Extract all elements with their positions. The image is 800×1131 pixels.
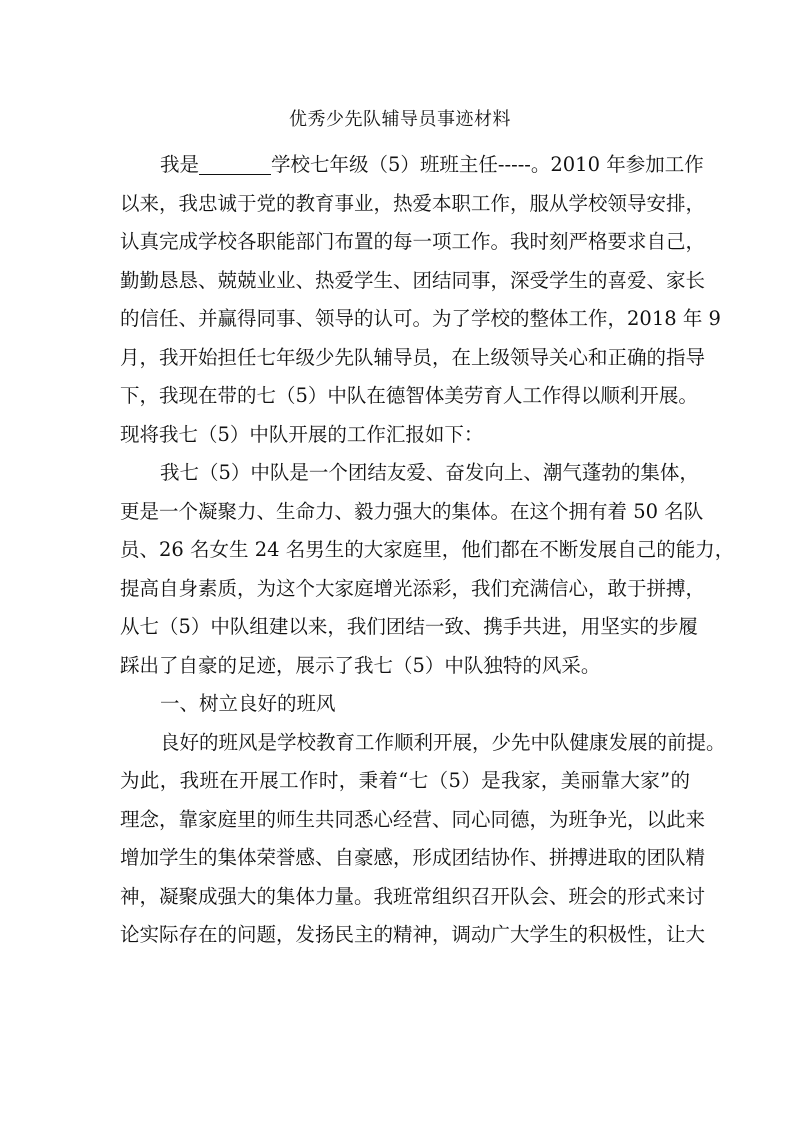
- paragraph-line: 更是一个凝聚力、生命力、毅力强大的集体。在这个拥有着 50 名队: [120, 499, 704, 523]
- document-body: [120, 146, 735, 955]
- document-title: 优秀少先队辅导员事迹材料: [289, 109, 511, 130]
- section-heading: 一、树立良好的班风: [160, 692, 336, 715]
- intro-suffix: 学校七年级（5）班班主任-----。2010 年参加工作: [271, 153, 704, 176]
- paragraph-line: 认真完成学校各职能部门布置的每一项工作。我时刻严格要求自己，: [120, 230, 706, 253]
- paragraph-line: 员、26 名女生 24 名男生的大家庭里，他们都在不断发展自己的能力，: [120, 538, 735, 561]
- paragraph-line: 良好的班风是学校教育工作顺利开展，少先中队健康发展的前提。: [160, 730, 726, 754]
- paragraph-line: 从七（5）中队组建以来，我们团结一致、携手共进，用坚实的步履: [120, 615, 698, 638]
- paragraph-line: 为此，我班在开展工作时，秉着“七（5）是我家，美丽靠大家”的: [120, 769, 690, 792]
- paragraph-line: 月，我开始担任七年级少先队辅导员，在上级领导关心和正确的指导: [120, 345, 706, 369]
- paragraph-line: 理念，靠家庭里的师生共同悉心经营、同心同德，为班争光，以此来: [120, 807, 706, 831]
- paragraph-line: 以来，我忠诚于党的教育事业，热爱本职工作，服从学校领导安排，: [120, 191, 706, 215]
- paragraph-line: 增加学生的集体荣誉感、自豪感，形成团结协作、拼搏进取的团队精: [120, 846, 706, 869]
- paragraph-line: 我七（5）中队是一个团结友爱、奋发向上、潮气蓬勃的集体，: [160, 461, 699, 484]
- paragraph-line: 现将我七（5）中队开展的工作汇报如下：: [120, 422, 484, 446]
- paragraph-line: 下，我现在带的七（5）中队在德智体美劳育人工作得以顺利开展。: [120, 384, 698, 407]
- paragraph-line: 神，凝聚成强大的集体力量。我班常组织召开队会、班会的形式来讨: [120, 884, 706, 908]
- paragraph-line: 论实际存在的问题，发扬民主的精神，调动广大学生的积极性，让大: [120, 923, 706, 946]
- paragraph-line: 提高自身素质，为这个大家庭增光添彩，我们充满信心，敢于拼搏，: [120, 576, 706, 600]
- paragraph-line: 勤勤恳恳、兢兢业业、热爱学生、团结同事，深受学生的喜爱、家长: [120, 268, 706, 292]
- intro-prefix: 我是: [160, 153, 200, 176]
- name-blank-underline: [199, 152, 271, 175]
- paragraph-line: 踩出了自豪的足迹，展示了我七（5）中队独特的风采。: [120, 653, 601, 677]
- intro-first-line: [120, 146, 704, 185]
- paragraph-line: 的信任、并赢得同事、领导的认可。为了学校的整体工作，2018 年 9: [120, 307, 721, 330]
